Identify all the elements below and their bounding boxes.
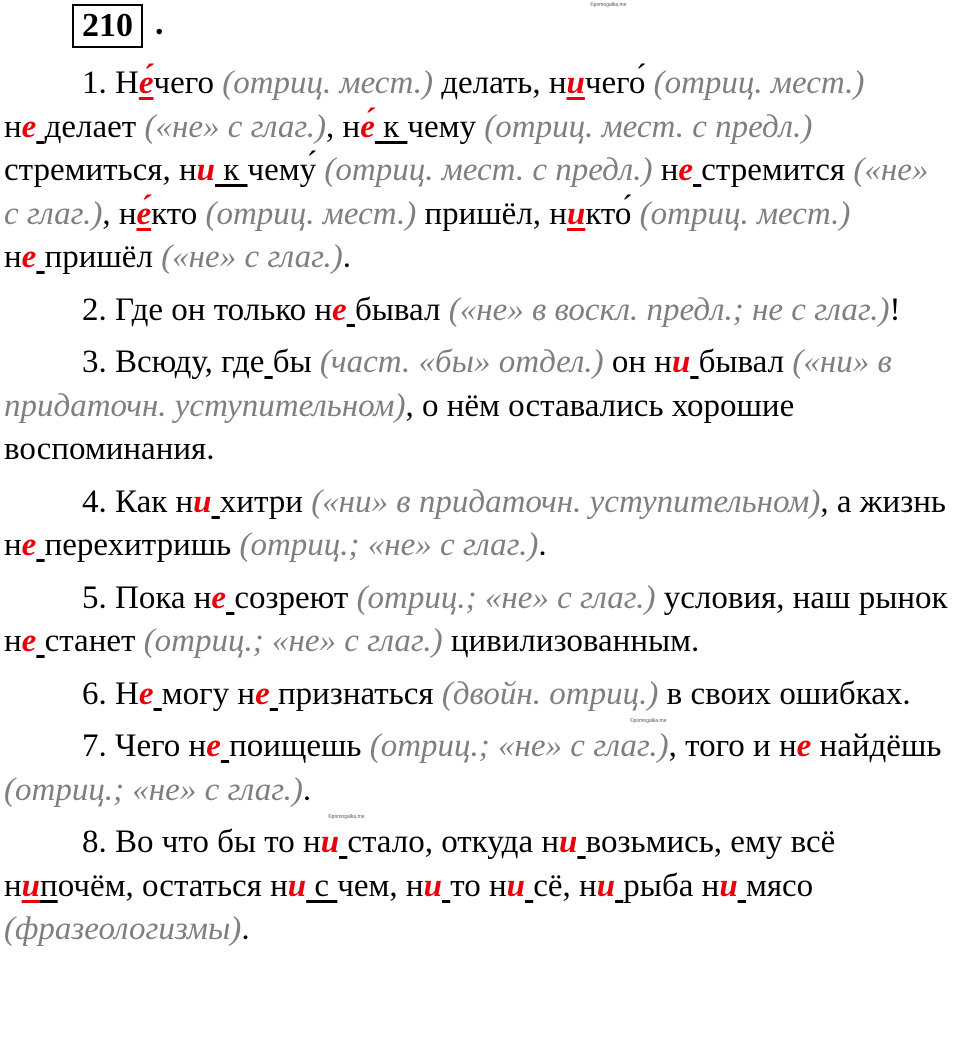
grammar-comment: (отриц. мест.) <box>205 195 417 232</box>
text-segment: бывал <box>354 291 449 328</box>
separation-mark <box>347 292 355 328</box>
separation-mark <box>690 344 698 380</box>
separation-mark <box>264 344 272 380</box>
red-letter: е <box>211 579 227 616</box>
red-letter-underlined: е́ <box>138 65 154 101</box>
red-letter-underlined: и <box>566 195 586 232</box>
grammar-comment: (отриц.; «не» с глаг.) <box>239 527 539 563</box>
text-segment: , а жизнь н <box>4 483 946 563</box>
text-segment: возьмись, ему всё н <box>4 824 836 904</box>
paragraph-2 <box>4 289 950 333</box>
grammar-comment: («не» с глаг.) <box>144 108 327 145</box>
red-letter: и <box>719 867 738 904</box>
red-letter: е́ <box>360 108 375 145</box>
text-segment: хитри <box>219 483 312 520</box>
grammar-comment: (отриц. мест.) <box>222 65 433 101</box>
text-segment: 8. Во что бы то н <box>82 824 321 860</box>
red-letter: е <box>21 239 37 275</box>
red-letter: е <box>332 291 347 328</box>
text-segment: , того и н <box>668 728 797 764</box>
text-segment: найдёшь <box>811 728 942 764</box>
text-segment: станет <box>44 623 144 659</box>
text-segment: стремится <box>701 152 854 188</box>
red-letter-underlined: и <box>21 867 41 904</box>
grammar-comment: (отриц.; «не» с глаг.) <box>4 771 303 808</box>
text-segment: , н <box>326 108 361 145</box>
paragraph-5 <box>4 577 950 664</box>
grammar-comment: («не» с глаг.) <box>161 239 343 275</box>
red-letter: е <box>678 152 694 188</box>
red-letter: е <box>21 527 37 563</box>
text-segment: чего <box>153 65 223 101</box>
underlined-segment: п <box>40 867 58 904</box>
exercise-number-dot: . <box>155 5 164 42</box>
text-segment: бы <box>272 344 320 380</box>
grammar-comment: (отриц. мест. с предл.) <box>484 108 813 145</box>
text-segment: делает <box>44 108 145 145</box>
text-segment: перехитришь <box>44 527 240 563</box>
grammar-comment: (отриц. мест. с предл.) <box>324 152 653 188</box>
watermark-middle: ©pomogalka.me <box>630 718 667 724</box>
separation-mark <box>154 676 162 712</box>
text-segment: цивилизованным. <box>442 623 700 659</box>
text-segment: то н <box>450 867 507 904</box>
red-letter-underlined: и <box>566 65 585 101</box>
grammar-comment: (отриц.; «не» с глаг.) <box>356 579 656 616</box>
text-segment: кто́ <box>585 195 640 232</box>
text-segment: . <box>342 239 352 275</box>
red-letter: и <box>196 152 215 188</box>
text-segment: созреют <box>234 579 357 616</box>
separation-mark <box>212 484 220 520</box>
separation-mark <box>738 868 746 904</box>
text-segment: он н <box>603 344 672 380</box>
red-letter: и <box>671 344 691 380</box>
text-segment: чему <box>407 108 485 145</box>
grammar-comment: («ни» в придаточн. уступительном) <box>311 483 821 520</box>
red-letter: е <box>21 108 37 145</box>
grammar-comment: (отриц.; «не» с глаг.) <box>143 623 443 659</box>
separation-mark <box>221 728 229 764</box>
text-segment: 6. Н <box>82 675 139 712</box>
text-segment: 5. Пока н <box>82 579 212 616</box>
text-segment: чем, н <box>337 867 424 904</box>
text-segment: мясо <box>745 867 814 904</box>
paragraph-7 <box>4 725 950 812</box>
red-letter: и <box>596 867 616 904</box>
text-segment: пришёл, н <box>416 195 567 232</box>
red-letter: и <box>193 483 212 520</box>
separation-mark <box>36 527 44 563</box>
text-segment: н <box>652 152 679 188</box>
text-segment: признаться <box>277 675 442 712</box>
text-segment: чего́ <box>584 65 654 101</box>
grammar-comment: (фразеологизмы) <box>4 911 242 947</box>
text-segment: условия, наш рынок н <box>4 579 948 659</box>
red-letter: е <box>206 728 221 764</box>
grammar-comment: («не» с глаг.) <box>4 152 929 232</box>
text-segment: н <box>4 108 22 145</box>
watermark-top: ©pomogalka.me <box>590 2 627 8</box>
watermark-lower: ©pomogalka.me <box>328 814 365 820</box>
text-segment: чему́ <box>247 152 325 188</box>
exercise-text <box>0 62 950 961</box>
text-segment: , н <box>102 195 137 232</box>
red-letter: е <box>21 623 37 659</box>
text-segment: ! <box>889 291 901 328</box>
separation-mark <box>270 676 278 712</box>
paragraph-1 <box>4 62 950 280</box>
red-letter: и <box>423 867 442 904</box>
text-segment: 4. Как н <box>82 483 194 520</box>
red-letter: и <box>320 824 340 860</box>
text-segment: поищешь <box>229 728 370 764</box>
separation-mark <box>36 623 44 659</box>
text-segment: 1. Н <box>82 65 139 101</box>
grammar-comment: (отриц.; «не» с глаг.) <box>369 728 669 764</box>
separation-mark <box>577 824 585 860</box>
text-segment: делать, н <box>432 65 567 101</box>
text-segment: рыба н <box>623 867 720 904</box>
text-segment: . <box>538 527 547 563</box>
text-segment: стало, откуда н <box>347 824 560 860</box>
text-segment: стремиться, н <box>4 152 197 188</box>
text-segment: 2. Где он только н <box>82 291 333 328</box>
red-letter: и <box>559 824 578 860</box>
underlined-segment: к <box>374 108 408 145</box>
text-segment: кто <box>151 195 206 232</box>
red-letter-underlined: е́ <box>136 195 152 232</box>
red-letter: е <box>796 728 812 764</box>
separation-mark <box>525 868 533 904</box>
red-letter: е <box>138 675 154 712</box>
grammar-comment: («ни» в придаточн. уступительном) <box>4 344 892 424</box>
text-segment: могу н <box>161 675 256 712</box>
paragraph-6 <box>4 673 950 717</box>
text-segment: сё, н <box>533 867 597 904</box>
exercise-number: 210 <box>72 4 143 48</box>
separation-mark <box>36 239 44 275</box>
text-segment: . <box>302 771 312 808</box>
grammar-comment: (отриц. мест.) <box>653 65 865 101</box>
separation-mark <box>442 868 450 904</box>
grammar-comment: (двойн. отриц.) <box>441 675 659 712</box>
grammar-comment: («не» в воскл. предл.; не с глаг.) <box>448 291 890 328</box>
grammar-comment: (част. «бы» отдел.) <box>319 344 604 380</box>
text-segment: в своих ошибках. <box>658 675 911 712</box>
text-segment: бывал <box>698 344 793 380</box>
separation-mark <box>36 109 44 145</box>
text-segment: 7. Чего н <box>82 728 207 764</box>
text-segment: н <box>4 239 22 275</box>
text-segment: , о нём оставались хорошие воспоминания. <box>4 387 795 467</box>
paragraph-8 <box>4 821 950 952</box>
red-letter: и <box>287 867 307 904</box>
text-segment: очём, остаться н <box>57 867 288 904</box>
paragraph-3 <box>4 341 950 472</box>
grammar-comment: (отриц. мест.) <box>639 195 851 232</box>
red-letter: е <box>255 675 270 712</box>
underlined-segment: с <box>306 867 338 904</box>
text-segment: пришёл <box>44 239 162 275</box>
text-segment: . <box>241 911 250 947</box>
text-segment: 3. Всюду, где <box>82 344 265 380</box>
paragraph-4 <box>4 481 950 568</box>
red-letter: и <box>506 867 525 904</box>
underlined-segment: к <box>214 152 248 188</box>
